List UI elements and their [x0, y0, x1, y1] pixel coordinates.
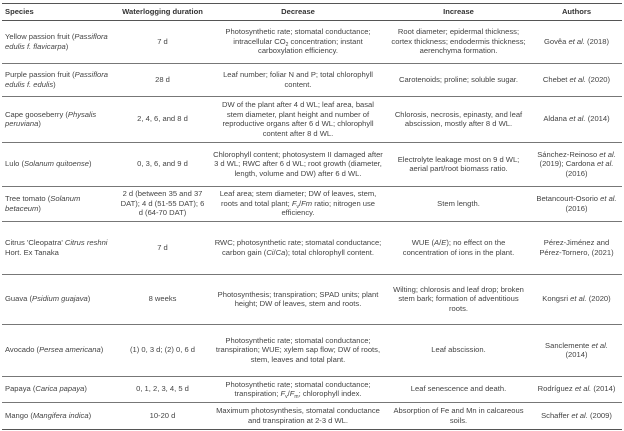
- authors-cell: [531, 274, 622, 324]
- duration-cell: [115, 221, 210, 274]
- text-segment: 10-20 d: [149, 410, 176, 420]
- text-segment: /: [273, 247, 276, 257]
- increase-cell: [386, 324, 531, 376]
- text-segment: (2020): [586, 294, 611, 304]
- text-segment: Kongsri: [542, 294, 571, 304]
- duration-cell: [115, 186, 210, 221]
- text-segment: Schaffer: [541, 410, 572, 420]
- header-species: Species: [2, 4, 115, 21]
- text-segment: Aldana: [543, 114, 570, 124]
- increase-cell: [386, 376, 531, 402]
- text-segment: Cape gooseberry (: [5, 109, 68, 119]
- text-segment: Betancourt-Osorio: [536, 194, 601, 203]
- increase-cell: [386, 221, 531, 274]
- text-segment: Chebet: [542, 74, 570, 84]
- text-segment: Absorption of Fe and Mn in calcareous soils.: [393, 406, 524, 425]
- table-row: [2, 376, 622, 402]
- increase-cell: [386, 63, 531, 96]
- species-cell: [2, 63, 115, 96]
- text-segment: ): [87, 294, 91, 304]
- text-segment: Citrus reshni: [64, 238, 108, 247]
- table-row: [2, 221, 622, 274]
- decrease-cell: [210, 376, 386, 402]
- text-segment: Ci: [266, 247, 274, 257]
- text-segment: Avocado (: [5, 345, 40, 355]
- duration-cell: [115, 63, 210, 96]
- text-segment: Leaf abscission.: [431, 345, 486, 355]
- text-segment: Photosynthetic rate; stomatal conductance; transpiration; WUE; xylem sap flow; DW of roots, stem, leaves and total plant.: [215, 335, 381, 364]
- species-cell: [2, 376, 115, 402]
- text-segment: DW of the plant after 4 d WL; leaf area, basal stem diameter, plant height and number of reproductive organs after 6 d WL; chlorophyll content after 8 d WL.: [222, 99, 374, 138]
- text-segment: ): [89, 159, 92, 169]
- text-segment: et al.: [596, 159, 614, 169]
- text-segment: 2 d (between 35 and 37 DAT); 4 d (51-55 DAT); 6 d (64-70 DAT): [120, 189, 205, 218]
- text-segment: et al.: [571, 410, 588, 420]
- text-segment: Leaf number; foliar N and P; total chlorophyll content.: [223, 70, 373, 89]
- text-segment: v: [296, 203, 300, 210]
- table-row: [2, 63, 622, 96]
- text-segment: et al.: [569, 74, 586, 84]
- authors-cell: [531, 402, 622, 429]
- table-header-row: [2, 4, 622, 21]
- authors-cell: [531, 376, 622, 402]
- table-row: [2, 274, 622, 324]
- header-decrease: Decrease: [210, 4, 386, 21]
- text-segment: Sanclemente: [545, 340, 592, 350]
- text-segment: Electrolyte leakage most on 9 d WL; aerial part/root biomass ratio.: [397, 154, 520, 174]
- text-segment: Stem length.: [437, 198, 480, 208]
- text-segment: F: [280, 389, 286, 399]
- text-segment: ): [38, 203, 41, 213]
- text-segment: 2, 4, 6, and 8 d: [137, 114, 188, 124]
- text-segment: et al.: [599, 149, 616, 159]
- text-segment: Chlorosis, necrosis, epinasty, and leaf abscission, mostly after 8 d WL.: [394, 109, 523, 129]
- table-row: [2, 324, 622, 376]
- text-segment: (2014): [591, 384, 616, 394]
- text-segment: (2016): [565, 203, 588, 213]
- increase-cell: [386, 274, 531, 324]
- text-segment: F: [291, 198, 297, 208]
- decrease-cell: [210, 274, 386, 324]
- text-segment: (1) 0, 3 d; (2) 0, 6 d: [130, 345, 195, 355]
- text-segment: 0, 1, 2, 3, 4, 5 d: [136, 384, 189, 394]
- text-segment: Lulo (: [5, 159, 24, 169]
- header-increase: Increase: [386, 4, 531, 21]
- text-segment: /: [299, 198, 302, 208]
- text-segment: Wilting; chlorosis and leaf drop; broken stem bark; formation of adventitious roots.: [393, 284, 524, 313]
- text-segment: Pérez-Jiménez and Pérez-Tornero, (2021): [539, 238, 614, 257]
- table-row: [2, 186, 622, 221]
- header-authors: Authors: [531, 4, 622, 21]
- text-segment: RWC; photosynthetic rate; stomatal conductance; carbon gain (: [214, 238, 382, 257]
- table-row: [2, 96, 622, 142]
- duration-cell: [115, 96, 210, 142]
- increase-cell: [386, 20, 531, 63]
- duration-cell: [115, 20, 210, 63]
- increase-cell: [386, 402, 531, 429]
- text-segment: E: [441, 238, 447, 247]
- text-segment: /: [439, 238, 442, 247]
- text-segment: (2020): [586, 74, 611, 84]
- decrease-cell: [210, 96, 386, 142]
- decrease-cell: [210, 63, 386, 96]
- authors-cell: [531, 20, 622, 63]
- text-segment: et al.: [569, 114, 586, 124]
- text-segment: (2014): [565, 350, 588, 360]
- decrease-cell: [210, 20, 386, 63]
- text-segment: Mangifera indica: [32, 410, 89, 420]
- text-segment: ): [100, 345, 104, 355]
- text-segment: 0, 3, 6, and 9 d: [137, 159, 188, 169]
- text-segment: (2018): [584, 36, 609, 46]
- text-segment: concentration; instant carboxylation efficiency.: [258, 36, 363, 56]
- text-segment: Rodríguez: [537, 384, 575, 394]
- decrease-cell: [210, 324, 386, 376]
- text-segment: Solanum betaceum: [5, 194, 81, 213]
- species-cell: [2, 142, 115, 186]
- species-cell: [2, 402, 115, 429]
- text-segment: Fm: [301, 198, 313, 208]
- text-segment: (2009): [587, 410, 612, 420]
- text-segment: A: [434, 238, 440, 247]
- text-segment: Passiflora edulis f. edulis: [5, 70, 108, 89]
- text-segment: v: [285, 394, 288, 401]
- increase-cell: [386, 142, 531, 186]
- text-segment: ): [53, 79, 56, 89]
- text-segment: ); total chlorophyll content.: [285, 247, 374, 257]
- text-segment: Root diameter; epidermal thickness; cortex thickness; endodermis thickness; aerenchyma formation.: [391, 27, 526, 56]
- text-segment: F: [289, 389, 295, 399]
- text-segment: ): [65, 41, 69, 51]
- text-segment: ): [88, 410, 92, 420]
- table-row: [2, 402, 622, 429]
- decrease-cell: [210, 221, 386, 274]
- text-segment: Maximum photosynthesis, stomatal conductance and transpiration at 2-3 d WL.: [216, 406, 380, 425]
- text-segment: et al.: [568, 36, 585, 46]
- duration-cell: [115, 324, 210, 376]
- text-segment: Photosynthetic rate; stomatal conductance; intracellular CO: [225, 27, 371, 46]
- text-segment: Solanum quitoense: [24, 159, 90, 169]
- text-segment: 28 d: [155, 74, 170, 84]
- text-segment: et al.: [570, 294, 587, 304]
- text-segment: ): [38, 119, 41, 129]
- species-cell: [2, 324, 115, 376]
- decrease-cell: [210, 142, 386, 186]
- text-segment: Papaya (: [5, 384, 36, 394]
- text-segment: ratio; nitrogen use efficiency.: [281, 198, 376, 218]
- text-segment: Govêa: [543, 36, 569, 46]
- text-segment: 8 weeks: [148, 294, 177, 304]
- text-segment: Carica papaya: [35, 384, 85, 394]
- table-row: [2, 142, 622, 186]
- species-cell: [2, 186, 115, 221]
- species-cell: [2, 221, 115, 274]
- text-segment: (2019); Cardona: [539, 159, 597, 169]
- duration-cell: [115, 376, 210, 402]
- authors-cell: [531, 63, 622, 96]
- authors-cell: [531, 96, 622, 142]
- species-cell: [2, 274, 115, 324]
- authors-cell: [531, 324, 622, 376]
- text-segment: Guava (: [5, 294, 33, 304]
- text-segment: Psidium guajava: [32, 294, 88, 304]
- text-segment: et al.: [574, 384, 592, 394]
- decrease-cell: [210, 402, 386, 429]
- duration-cell: [115, 142, 210, 186]
- text-segment: Passiflora edulis f. flavicarpa: [5, 32, 108, 51]
- duration-cell: [115, 402, 210, 429]
- text-segment: Chlorophyll content; photosystem II damaged after 3 d WL; RWC after 6 d WL; root growth (diameter, length, volume and DW) after 6 d WL.: [213, 149, 383, 178]
- text-segment: 7 d: [157, 36, 168, 46]
- text-segment: Physalis peruviana: [5, 109, 97, 129]
- text-segment: WUE (: [411, 238, 435, 247]
- text-segment: Sánchez-Reinoso: [537, 149, 600, 159]
- text-segment: (2016): [565, 168, 588, 178]
- text-segment: m: [294, 394, 299, 401]
- waterlogging-effects-table: [2, 3, 622, 430]
- text-segment: et al.: [600, 194, 617, 203]
- species-cell: [2, 20, 115, 63]
- authors-cell: [531, 142, 622, 186]
- decrease-cell: [210, 186, 386, 221]
- text-segment: Yellow passion fruit (: [5, 32, 75, 41]
- authors-cell: [531, 221, 622, 274]
- text-segment: Persea americana: [39, 345, 101, 355]
- text-segment: Leaf senescence and death.: [410, 384, 507, 394]
- text-segment: Leaf area; stem diameter; DW of leaves, stem, roots and total plant;: [219, 189, 377, 208]
- text-segment: ): [84, 384, 87, 394]
- increase-cell: [386, 186, 531, 221]
- text-segment: Tree tomato (: [5, 194, 51, 203]
- species-cell: [2, 96, 115, 142]
- table-row: [2, 20, 622, 63]
- text-segment: /: [287, 389, 290, 399]
- text-segment: 7 d: [157, 242, 168, 252]
- text-segment: Ca: [275, 247, 286, 257]
- text-segment: 2: [285, 41, 289, 48]
- text-segment: et al.: [591, 340, 608, 350]
- text-segment: Hort. Ex Tanaka: [5, 247, 59, 257]
- text-segment: Carotenoids; proline; soluble sugar.: [398, 74, 519, 84]
- header-duration: Waterlogging duration: [115, 4, 210, 21]
- text-segment: Purple passion fruit (: [5, 70, 75, 79]
- duration-cell: [115, 274, 210, 324]
- text-segment: Citrus 'Cleopatra': [5, 238, 65, 247]
- text-segment: Photosynthesis; transpiration; SPAD units; plant height; DW of leaves, stem and roots.: [217, 289, 379, 309]
- increase-cell: [386, 96, 531, 142]
- text-segment: ; chlorophyll index.: [298, 389, 362, 399]
- text-segment: (2014): [585, 114, 610, 124]
- text-segment: ); no effect on the concentration of ions in the plant.: [402, 238, 515, 257]
- text-segment: Photosynthetic rate; stomatal conductance; transpiration;: [225, 379, 371, 399]
- text-segment: Mango (: [5, 410, 33, 420]
- authors-cell: [531, 186, 622, 221]
